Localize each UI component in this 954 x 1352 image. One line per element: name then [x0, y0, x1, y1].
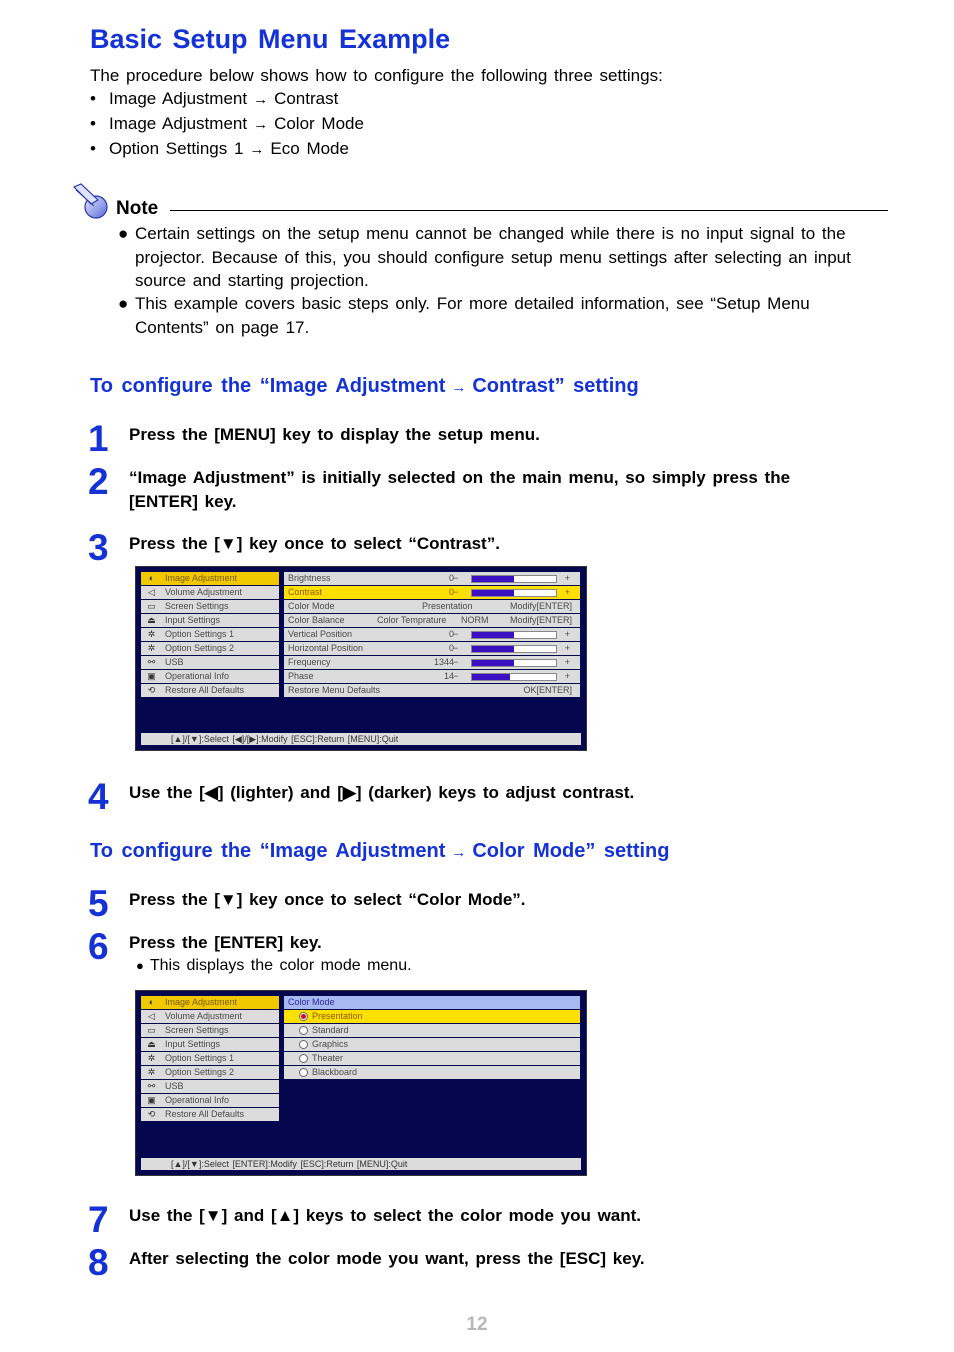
- contrast-row[interactable]: Contrast 0 − +: [284, 586, 580, 599]
- setting-item: • Option Settings 1 → Eco Mode: [90, 139, 349, 158]
- input-icon: ⏏: [147, 1039, 156, 1049]
- step-text: Press the [▼] key once to select “Contrast”.: [129, 534, 500, 553]
- color-mode-option-standard[interactable]: Standard: [284, 1024, 580, 1037]
- vertical-position-slider[interactable]: [471, 631, 557, 639]
- radio-icon: [299, 1026, 308, 1035]
- step-text: Use the [▼] and [▲] keys to select the color mode you want.: [129, 1206, 642, 1225]
- note-divider: [170, 210, 888, 211]
- step-number: 6: [88, 926, 108, 967]
- menu-item-option-settings-2[interactable]: ✲ Option Settings 2: [141, 1066, 279, 1079]
- info-icon: ▣: [147, 1095, 156, 1105]
- step-text: “Image Adjustment” is initially selected on the main menu, so simply press the [ENTER] key.: [129, 468, 791, 511]
- frequency-row[interactable]: Frequency 1344 − +: [284, 656, 580, 669]
- menu-item-image-adjustment[interactable]: ◐ Image Adjustment: [141, 572, 279, 585]
- menu-item-volume-adjustment[interactable]: ◁ Volume Adjustment: [141, 586, 279, 599]
- horizontal-position-row[interactable]: Horizontal Position 0 − +: [284, 642, 580, 655]
- input-icon: ⏏: [147, 615, 156, 625]
- radio-icon: [299, 1068, 308, 1077]
- section-heading-color-mode: To configure the “Image Adjustment → Color Mode” setting: [90, 840, 670, 862]
- intro-text: The procedure below shows how to configure the following three settings:: [90, 66, 663, 85]
- image-adjust-icon: ◐: [148, 573, 155, 583]
- contrast-slider[interactable]: [471, 589, 557, 597]
- option-icon: ✲: [147, 629, 156, 639]
- step-number: 7: [88, 1199, 108, 1240]
- option-icon: ✲: [147, 1053, 156, 1063]
- color-mode-option-presentation[interactable]: Presentation: [284, 1010, 580, 1023]
- screen-icon: ▭: [147, 1025, 156, 1035]
- step-text: Press the [▼] key once to select “Color Mode”.: [129, 890, 526, 909]
- note-item: ● Certain settings on the setup menu cannot be changed while there is no input signal to the projector. Because of this, you should configure setup menu settings after selecting an input source and starting projection.: [118, 224, 851, 290]
- menu-item-restore-all-defaults[interactable]: ⟲ Restore All Defaults: [141, 684, 279, 697]
- color-mode-option-blackboard[interactable]: Blackboard: [284, 1066, 580, 1079]
- page-title: Basic Setup Menu Example: [90, 24, 451, 54]
- setting-item: • Image Adjustment → Color Mode: [90, 114, 364, 133]
- radio-icon: [299, 1054, 308, 1063]
- radio-selected-icon: [299, 1012, 308, 1021]
- restore-icon: ⟲: [147, 685, 156, 695]
- menu-item-option-settings-2[interactable]: ✲ Option Settings 2: [141, 642, 279, 655]
- step-number: 3: [88, 527, 108, 568]
- phase-row[interactable]: Phase 14 − +: [284, 670, 580, 683]
- usb-icon: ⚯: [147, 657, 156, 667]
- menu-item-option-settings-1[interactable]: ✲ Option Settings 1: [141, 1052, 279, 1065]
- phase-slider[interactable]: [471, 673, 557, 681]
- horizontal-position-slider[interactable]: [471, 645, 557, 653]
- page-number: 12: [466, 1314, 488, 1335]
- speaker-icon: ◁: [148, 587, 155, 597]
- color-mode-option-theater[interactable]: Theater: [284, 1052, 580, 1065]
- option-icon: ✲: [147, 1067, 156, 1077]
- menu-item-input-settings[interactable]: ⏏ Input Settings: [141, 1038, 279, 1051]
- step-text: Press the [MENU] key to display the setup menu.: [129, 425, 540, 444]
- option-icon: ✲: [147, 643, 156, 653]
- main-menu: [141, 572, 279, 698]
- menu-item-volume-adjustment[interactable]: ◁ Volume Adjustment: [141, 1010, 279, 1023]
- menu-item-screen-settings[interactable]: ▭ Screen Settings: [141, 1024, 279, 1037]
- menu-item-operational-info[interactable]: ▣ Operational Info: [141, 1094, 279, 1107]
- menu-item-operational-info[interactable]: ▣ Operational Info: [141, 670, 279, 683]
- step-sub-note: ● This displays the color mode menu.: [136, 957, 412, 974]
- info-icon: ▣: [147, 671, 156, 681]
- status-bar: [▲]/[▼]:Select [ENTER]:Modify [ESC]:Return [MENU]:Quit: [141, 1158, 581, 1170]
- vertical-position-row[interactable]: Vertical Position 0 − +: [284, 628, 580, 641]
- step-number: 2: [88, 461, 108, 502]
- color-mode-header: Color Mode: [284, 996, 580, 1009]
- step-number: 4: [88, 776, 108, 817]
- frequency-slider[interactable]: [471, 659, 557, 667]
- menu-item-restore-all-defaults[interactable]: ⟲ Restore All Defaults: [141, 1108, 279, 1121]
- setup-menu-screen-contrast: [135, 566, 587, 751]
- brightness-slider[interactable]: [471, 575, 557, 583]
- speaker-icon: ◁: [148, 1011, 155, 1021]
- restore-icon: ⟲: [147, 1109, 156, 1119]
- note-item: ● This example covers basic steps only. For more detailed information, see “Setup Menu Contents” on page 17.: [118, 294, 810, 337]
- menu-item-option-settings-1[interactable]: ✲ Option Settings 1: [141, 628, 279, 641]
- brightness-row[interactable]: Brightness 0 − +: [284, 572, 580, 585]
- step-text: Press the [ENTER] key.: [129, 933, 322, 952]
- step-number: 5: [88, 883, 108, 924]
- step-text: After selecting the color mode you want, press the [ESC] key.: [129, 1249, 645, 1268]
- color-mode-option-graphics[interactable]: Graphics: [284, 1038, 580, 1051]
- status-bar: [▲]/[▼]:Select [◀]/[▶]:Modify [ESC]:Return [MENU]:Quit: [141, 733, 581, 745]
- radio-icon: [299, 1040, 308, 1049]
- image-adjust-icon: ◐: [148, 997, 155, 1007]
- note-label: Note: [116, 198, 159, 219]
- setting-item: • Image Adjustment → Contrast: [90, 89, 339, 108]
- usb-icon: ⚯: [147, 1081, 156, 1091]
- main-menu: [141, 996, 279, 1122]
- section-heading-contrast: To configure the “Image Adjustment → Contrast” setting: [90, 375, 639, 397]
- screen-icon: ▭: [147, 601, 156, 611]
- step-text: Use the [◀] (lighter) and [▶] (darker) keys to adjust contrast.: [129, 783, 635, 802]
- menu-item-usb[interactable]: ⚯ USB: [141, 1080, 279, 1093]
- step-number: 8: [88, 1242, 108, 1283]
- menu-item-input-settings[interactable]: ⏏ Input Settings: [141, 614, 279, 627]
- menu-item-usb[interactable]: ⚯ USB: [141, 656, 279, 669]
- restore-menu-defaults-row[interactable]: Restore Menu Defaults OK[ENTER]: [284, 684, 580, 697]
- menu-item-screen-settings[interactable]: ▭ Screen Settings: [141, 600, 279, 613]
- color-balance-row[interactable]: Color Balance Color Temprature NORM Modify[ENTER]: [284, 614, 580, 627]
- setup-menu-screen-color-mode: [135, 990, 587, 1176]
- image-adjustment-panel: [284, 572, 580, 698]
- color-mode-panel: [284, 996, 580, 1080]
- step-number: 1: [88, 418, 108, 459]
- color-mode-row[interactable]: Color Mode Presentation Modify[ENTER]: [284, 600, 580, 613]
- note-pencil-icon: [70, 182, 112, 222]
- menu-item-image-adjustment[interactable]: ◐ Image Adjustment: [141, 996, 279, 1009]
